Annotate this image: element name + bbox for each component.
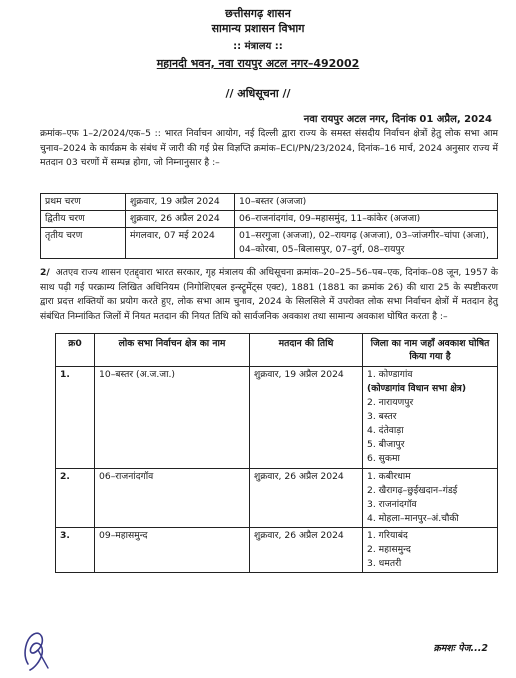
phase-cell: प्रथम चरण bbox=[41, 194, 126, 211]
date-cell: शुक्रवार, 26 अप्रैल 2024 bbox=[126, 211, 235, 228]
district-item: 2. महासमुन्द bbox=[367, 544, 411, 555]
date-cell: शुक्रवार, 19 अप्रैल 2024 bbox=[126, 194, 235, 211]
paragraph-1: क्रमांक–एफ 1–2/2024/एक–5 :: भारत निर्वाचन आयोग, नई दिल्ली द्वारा राज्य के समस्त संसदीय निर्वाचन क्षेत्रों हेतु लोक सभा आम चुनाव–2024 के कार्यक्रम के संबंध में जारी की गई प्रेस विज्ञप्ति क्रमांक–ECI/PN/23/2024, दिनांक–16 मार्च, 2024 अनुसार राज्य में मतदान 03 चरणों में सम्पन्न होगा, जो निम्नानुसार है :– bbox=[40, 128, 498, 168]
phase-cell: द्वितीय चरण bbox=[41, 211, 126, 228]
constituency-cell: 09–महासमुन्द bbox=[95, 528, 250, 573]
serial-cell: 2. bbox=[56, 469, 95, 528]
district-item: 6. सुकमा bbox=[367, 453, 400, 464]
date-cell: मंगलवार, 07 मई 2024 bbox=[126, 228, 235, 259]
district-item: 1. कबीरधाम bbox=[367, 471, 411, 482]
district-item: 3. बस्तर bbox=[367, 411, 397, 422]
table-row bbox=[41, 211, 498, 228]
district-item: 2. नारायणपुर bbox=[367, 397, 414, 408]
header-address: महानदी भवन, नवा रायपुर अटल नगर–492002 bbox=[156, 57, 360, 70]
district-item: 4. दंतेवाड़ा bbox=[367, 425, 404, 436]
header-ministry: :: मंत्रालय :: bbox=[233, 41, 283, 52]
phase-cell: तृतीय चरण bbox=[41, 228, 126, 259]
constituency-cell: 06–राजनांदगांव, 09–महासमुंद, 11–कांकेर (अजजा) bbox=[235, 211, 498, 228]
table-row bbox=[41, 194, 498, 211]
district-item: 4. मोहला–मानपुर–अं.चौकी bbox=[367, 513, 459, 524]
paragraph-2 bbox=[40, 266, 498, 324]
header-districts: जिला का नाम जहाँ अवकाश घोषित किया गया है bbox=[363, 334, 498, 367]
header-date: मतदान की तिथि bbox=[250, 334, 363, 367]
district-note: (कोण्डागांव विधान सभा क्षेत्र) bbox=[367, 383, 467, 394]
header-serial: क्र0 bbox=[56, 334, 95, 367]
district-item: 3. राजनांदगॉव bbox=[367, 499, 417, 510]
district-item: 1. गरियाबंद bbox=[367, 530, 408, 541]
holiday-table bbox=[55, 333, 498, 573]
date-cell: शुक्रवार, 26 अप्रैल 2024 bbox=[250, 469, 363, 528]
constituency-cell: 01–सरगुजा (अजजा), 02–रायगढ़ (अजजा), 03–जांजगीर–चांपा (अजा), 04–कोरबा, 05–बिलासपुर, 07–दुर्ग, 08–रायपुर bbox=[235, 228, 498, 259]
paragraph-2-text: अतएव राज्य शासन एतद्द्वारा भारत सरकार, गृह मंत्रालय की अधिसूचना क्रमांक–20–25–56–पब–एक, दिनांक–08 जून, 1957 के साथ पढ़ी गई परक्राम्य लिखित अधिनियम (निगोशिएबल इन्स्ट्रूमेंट्स एक्ट), 1881 (1881 का क्रमांक 26) की धारा 25 के स्पष्टीकरण द्वारा प्रदत्त शक्तियों का प्रयोग करते हुए, लोक सभा आम चुनाव, 2024 के सिलसिले में उपरोक्त लोक सभा निर्वाचन क्षेत्रों में मतदान हेतु संबंधित निम्नांकित जिलों में नियत मतदान की नियत तिथि को सार्वजनिक अवकाश तथा सामान्य अवकाश घोषित करता है :– bbox=[40, 267, 498, 322]
district-item: 1. कोण्डागांव bbox=[367, 369, 413, 380]
constituency-cell: 10–बस्तर (अजजा) bbox=[235, 194, 498, 211]
header-constituency: लोक सभा निर्वाचन क्षेत्र का नाम bbox=[95, 334, 250, 367]
date-line: नवा रायपुर अटल नगर, दिनांक 01 अप्रैल, 2024 bbox=[303, 114, 492, 125]
district-item: 2. खैरागढ़–छुईखदान–गंडई bbox=[367, 485, 458, 496]
table-row bbox=[56, 367, 498, 469]
serial-cell: 3. bbox=[56, 528, 95, 573]
table-header-row bbox=[56, 334, 498, 367]
table-row bbox=[41, 228, 498, 259]
continued-footer: क्रमशः पेज...2 bbox=[433, 643, 488, 654]
date-cell: शुक्रवार, 19 अप्रैल 2024 bbox=[250, 367, 363, 469]
districts-cell bbox=[363, 367, 498, 469]
district-item: 3. धमतरी bbox=[367, 558, 402, 569]
table-row bbox=[56, 528, 498, 573]
constituency-cell: 10–बस्तर (अ.ज.जा.) bbox=[95, 367, 250, 469]
header-government: छत्तीसगढ़ शासन bbox=[225, 7, 291, 20]
date-cell: शुक्रवार, 26 अप्रैल 2024 bbox=[250, 528, 363, 573]
constituency-cell: 06–राजनांदगॉव bbox=[95, 469, 250, 528]
paragraph-number: 2/ bbox=[40, 267, 50, 278]
header-department: सामान्य प्रशासन विभाग bbox=[211, 22, 305, 35]
table-row bbox=[56, 469, 498, 528]
signature-mark bbox=[18, 624, 56, 672]
district-item: 5. बीजापुर bbox=[367, 439, 405, 450]
notice-title: // अधिसूचना // bbox=[225, 87, 291, 100]
phase-table bbox=[40, 193, 498, 259]
districts-cell bbox=[363, 469, 498, 528]
districts-cell bbox=[363, 528, 498, 573]
serial-cell: 1. bbox=[56, 367, 95, 469]
